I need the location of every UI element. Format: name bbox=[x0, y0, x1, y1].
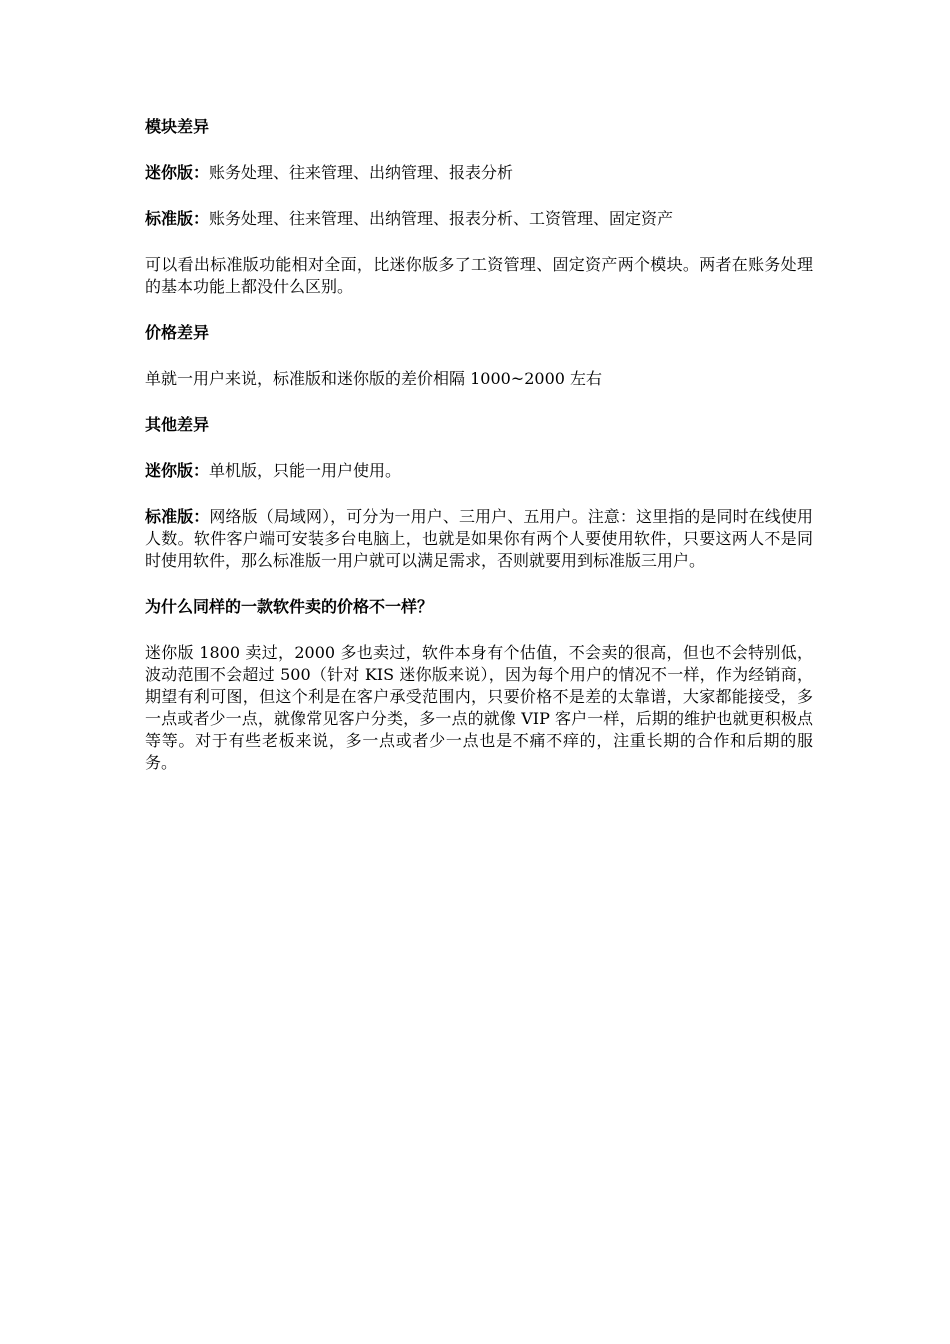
mini-other-paragraph bbox=[145, 460, 813, 482]
standard-other-paragraph bbox=[145, 506, 813, 572]
heading-module-differences: 模块差异 bbox=[145, 117, 210, 136]
mini-modules-paragraph bbox=[145, 162, 813, 184]
heading-why-price-differs: 为什么同样的一款软件卖的价格不一样？ bbox=[145, 597, 434, 616]
modules-summary-paragraph: 可以看出标准版功能相对全面，比迷你版多了工资管理、固定资产两个模块。两者在账务处理的基本功能上都没什么区别。 bbox=[145, 255, 813, 296]
standard-label-other: 标准版： bbox=[145, 507, 210, 526]
standard-modules-paragraph bbox=[145, 208, 813, 230]
standard-modules-text: 账务处理、往来管理、出纳管理、报表分析、工资管理、固定资产 bbox=[209, 209, 674, 228]
mini-other-text: 单机版，只能一用户使用。 bbox=[209, 461, 402, 480]
standard-other-text: 网络版（局域网），可分为一用户、三用户、五用户。注意：这里指的是同时在线使用人数。软件客户端可安装多台电脑上，也就是如果你有两个人要使用软件，只要这两人不是同时使用软件，那么标准版一用户就可以满足需求，否则就要用到标准版三用户。 bbox=[145, 507, 813, 570]
heading-price-differences: 价格差异 bbox=[145, 323, 210, 342]
mini-modules-text: 账务处理、往来管理、出纳管理、报表分析 bbox=[209, 163, 514, 182]
heading-other-differences: 其他差异 bbox=[145, 415, 210, 434]
why-price-paragraph: 迷你版 1800 卖过，2000 多也卖过，软件本身有个估值，不会卖的很高，但也不会特别低，波动范围不会超过 500（针对 KIS 迷你版来说），因为每个用户的情况不一样，作为经销商，期望有利可图，但这个利是在客户承受范围内，只要价格不是差的太靠谱，大家都能接受，多一点或者少一点，就像常见客户分类，多一点的就像 VIP 客户一样，后期的维护也就更积极点等等。对于有些老板来说，多一点或者少一点也是不痛不痒的，注重长期的合作和后期的服务。 bbox=[145, 643, 813, 772]
mini-label-other: 迷你版： bbox=[145, 461, 210, 480]
mini-label: 迷你版： bbox=[145, 163, 210, 182]
document-body bbox=[145, 116, 813, 774]
standard-label: 标准版： bbox=[145, 209, 210, 228]
price-paragraph: 单就一用户来说，标准版和迷你版的差价相隔 1000~2000 左右 bbox=[145, 369, 603, 388]
